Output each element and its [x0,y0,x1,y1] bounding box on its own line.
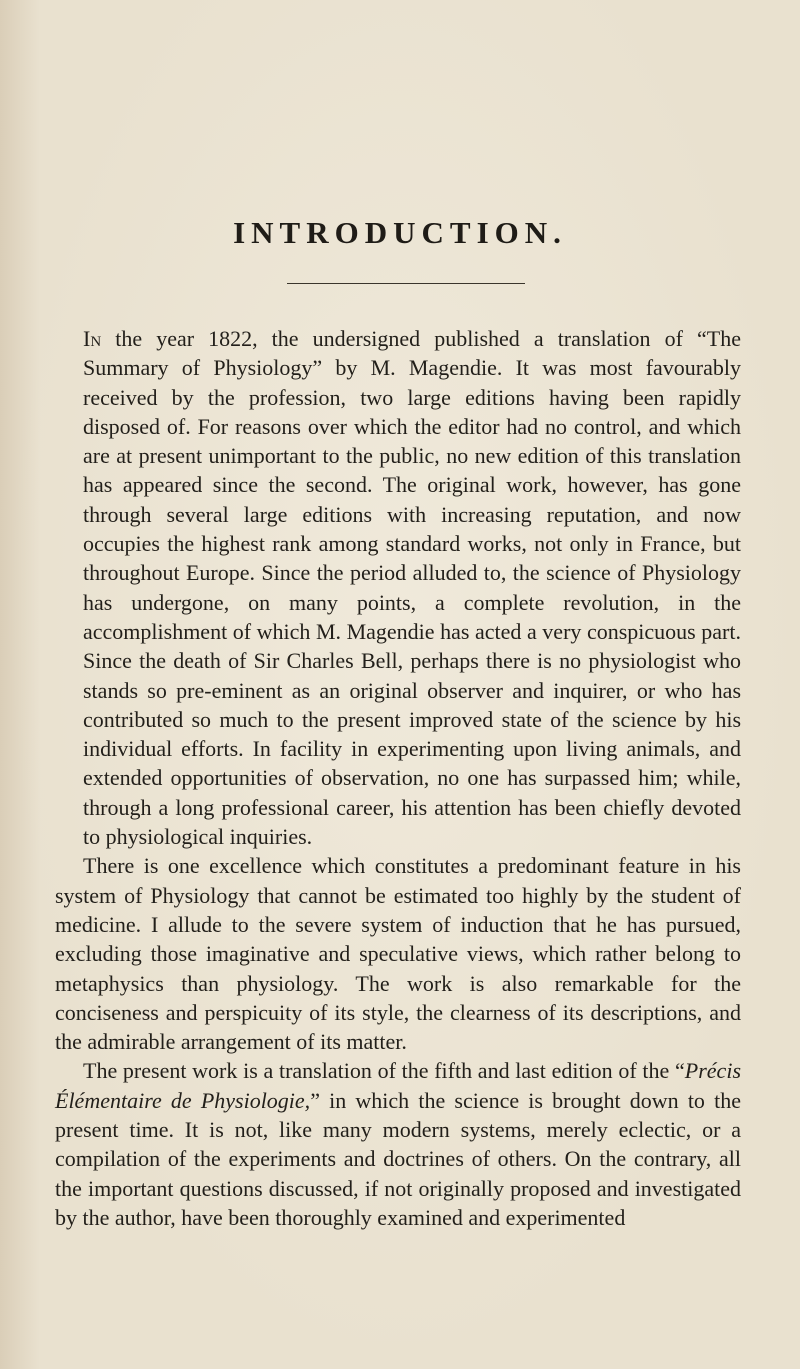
paragraph-1 [55,324,741,851]
paragraph-2-text: There is one excellence which constitutes a predominant feature in his system of Physiology that cannot be estimated too highly by the student of medicine. I allude to the severe system of induction that he has pursued, excluding those imaginative and speculative views, which rather belong to metaphysics than physiology. The work is also remarkable for the conciseness and perspicuity of its style, the clearness of its descriptions, and the admirable arrangement of its matter. [55,853,741,1055]
book-title-italic: Précis Élémentaire de Physiologie, [55,1058,741,1113]
paragraph-1-lead: In [83,326,102,351]
paragraph-2 [55,851,741,1056]
paragraph-3-text-after: ” in which the science is brought down to the present time. It is not, like many modern systems, merely eclectic, or a compilation of the experiments and doctrines of others. On the contrary, all the important questions discussed, if not originally proposed and investigated by the author, have been thoroughly examined and experimented [55,1087,741,1230]
page-title: INTRODUCTION. [233,215,567,250]
title-rule [287,283,525,284]
paragraph-3 [55,1056,741,1232]
introduction-body [55,324,741,1232]
paragraph-3-text-before: The present work is a translation of the fifth and last edition of the “ [83,1058,685,1084]
paragraph-1-text: the year 1822, the undersigned published a translation of “The Summary of Physiology” by M. Magendie. It was most favourably received by the profession, two large editions having been rapidly disposed of. For reasons over which the editor had no control, and which are at present unimportant to the public, no new edition of this translation has appeared since the second. The original work, however, has gone through several large editions with increasing reputation, and now occupies the highest rank among standard works, not only in France, but throughout Europe. Since the period alluded to, the science of Physiology has undergone, on many points, a complete revolution, in the accomplishment of which M. Magendie has acted a very conspicuous part. Since the death of Sir Charles Bell, perhaps there is no physiologist who stands so pre-eminent as an original observer and inquirer, or who has contributed so much to the present improved state of the science by his individual efforts. In facility in experimenting upon living animals, and extended opportunities of observation, no one has surpassed him; while, through a long professional career, his attention has been chiefly devoted to physiological inquiries. [83,326,741,850]
